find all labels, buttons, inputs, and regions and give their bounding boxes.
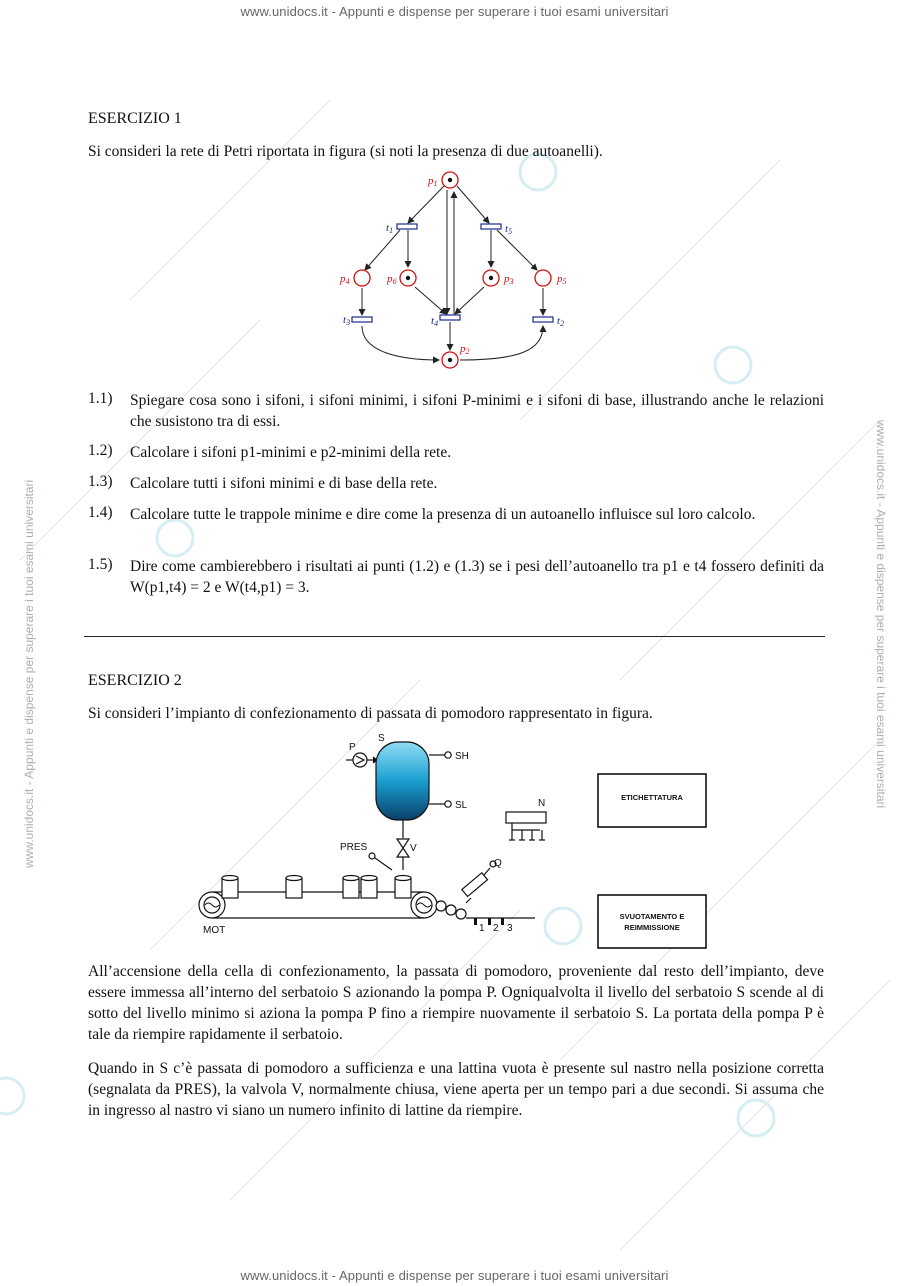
question-1-2-number: 1.2) [88,442,113,459]
question-1-5-text: Dire come cambierebbero i risultati ai punti (1.2) e (1.3) se i pesi dell’autoanello tra p1 e t4 fossero definiti da W(p1,t4) = 2 e W(t4,p1) = 3. [130,558,824,596]
tank-s [376,742,429,820]
valve-icon [397,839,409,857]
question-1-4-text: Calcolare tutte le trappole minime e dire come la presenza di un autoanello influisce sul loro calcolo. [130,506,756,523]
question-1-1-number: 1.1) [88,390,113,407]
svg-text:p5: p5 [557,273,567,286]
exercise-2-intro: Si consideri l’impianto di confezionamento di passata di pomodoro rappresentato in figura. [88,705,653,722]
svg-text:N: N [538,798,546,809]
question-1-3-number: 1.3) [88,473,113,490]
svg-text:SL: SL [455,800,468,811]
svg-text:t4: t4 [431,315,439,328]
svg-text:1: 1 [479,923,485,934]
exercise-2-paragraph-2: Quando in S c’è passata di pomodoro a sufficienza e una lattina vuota è presente sul nastro nella posizione corretta (segnalata da PRES), la valvola V, normalmente chiusa, viene aperta per un tempo pari a due secondi. Si assuma che in ingresso al nastro vi siano un numero infinito di lattine da riempire. [88,1060,824,1119]
watermark-side-right: www.unidocs.it - Appunti e dispense per superare i tuoi esami universitari [874,420,888,809]
svg-text:REIMMISSIONE: REIMMISSIONE [624,923,680,932]
svg-text:ETICHETTATURA: ETICHETTATURA [621,793,683,802]
watermark-side-left: www.unidocs.it - Appunti e dispense per superare i tuoi esami universitari [22,479,36,868]
svg-text:V: V [410,843,417,854]
svg-text:p1: p1 [428,175,438,188]
svg-text:p3: p3 [504,273,514,286]
svg-text:P: P [349,742,356,753]
svg-text:SH: SH [455,751,469,762]
question-1-3-text: Calcolare tutti i sifoni minimi e di base della rete. [130,475,438,492]
svg-text:t3: t3 [343,314,351,327]
svg-text:p2: p2 [460,343,470,356]
exercise-2-title: ESERCIZIO 2 [88,672,182,689]
svg-text:2: 2 [493,923,499,934]
svg-text:p4: p4 [340,273,350,286]
question-1-1-text: Spiegare cosa sono i sifoni, i sifoni minimi, i sifoni P-minimi e i sifoni di base, illustrando anche le relazioni che susistono tra di essi. [130,392,824,430]
svg-text:t5: t5 [505,223,513,236]
svg-text:t2: t2 [557,315,565,328]
watermark-bottom: www.unidocs.it - Appunti e dispense per superare i tuoi esami universitari [240,1268,669,1283]
svg-text:SVUOTAMENTO E: SVUOTAMENTO E [619,912,685,921]
svg-text:p6: p6 [387,273,397,286]
svg-text:t1: t1 [386,222,394,235]
svg-text:PRES: PRES [340,842,368,853]
svg-text:3: 3 [507,923,513,934]
svg-text:MOT: MOT [203,925,226,936]
svg-text:Q: Q [494,858,502,869]
question-1-2-text: Calcolare i sifoni p1-minimi e p2-minimi della rete. [130,444,452,461]
svg-text:S: S [378,733,385,744]
question-1-4-number: 1.4) [88,504,113,521]
exercise-1-intro: Si consideri la rete di Petri riportata in figura (si noti la presenza di due autoanelli). [88,143,603,160]
watermark-top: www.unidocs.it - Appunti e dispense per superare i tuoi esami universitari [240,4,669,19]
exercise-1-title: ESERCIZIO 1 [88,110,182,127]
exercise-2-paragraph-1: All’accensione della cella di confezionamento, la passata di pomodoro, proveniente dal resto dell’impianto, deve essere immessa all’interno del serbatoio S azionando la pompa P. Ogniqualvolta il livello del serbatoio S scende al di sotto del livello minimo si aziona la pompa P fino a riempire nuovamente il serbatoio S. La portata della pompa P è tale da riempire rapidamente il serbatoio. [88,963,824,1043]
question-1-5-number: 1.5) [88,556,113,573]
